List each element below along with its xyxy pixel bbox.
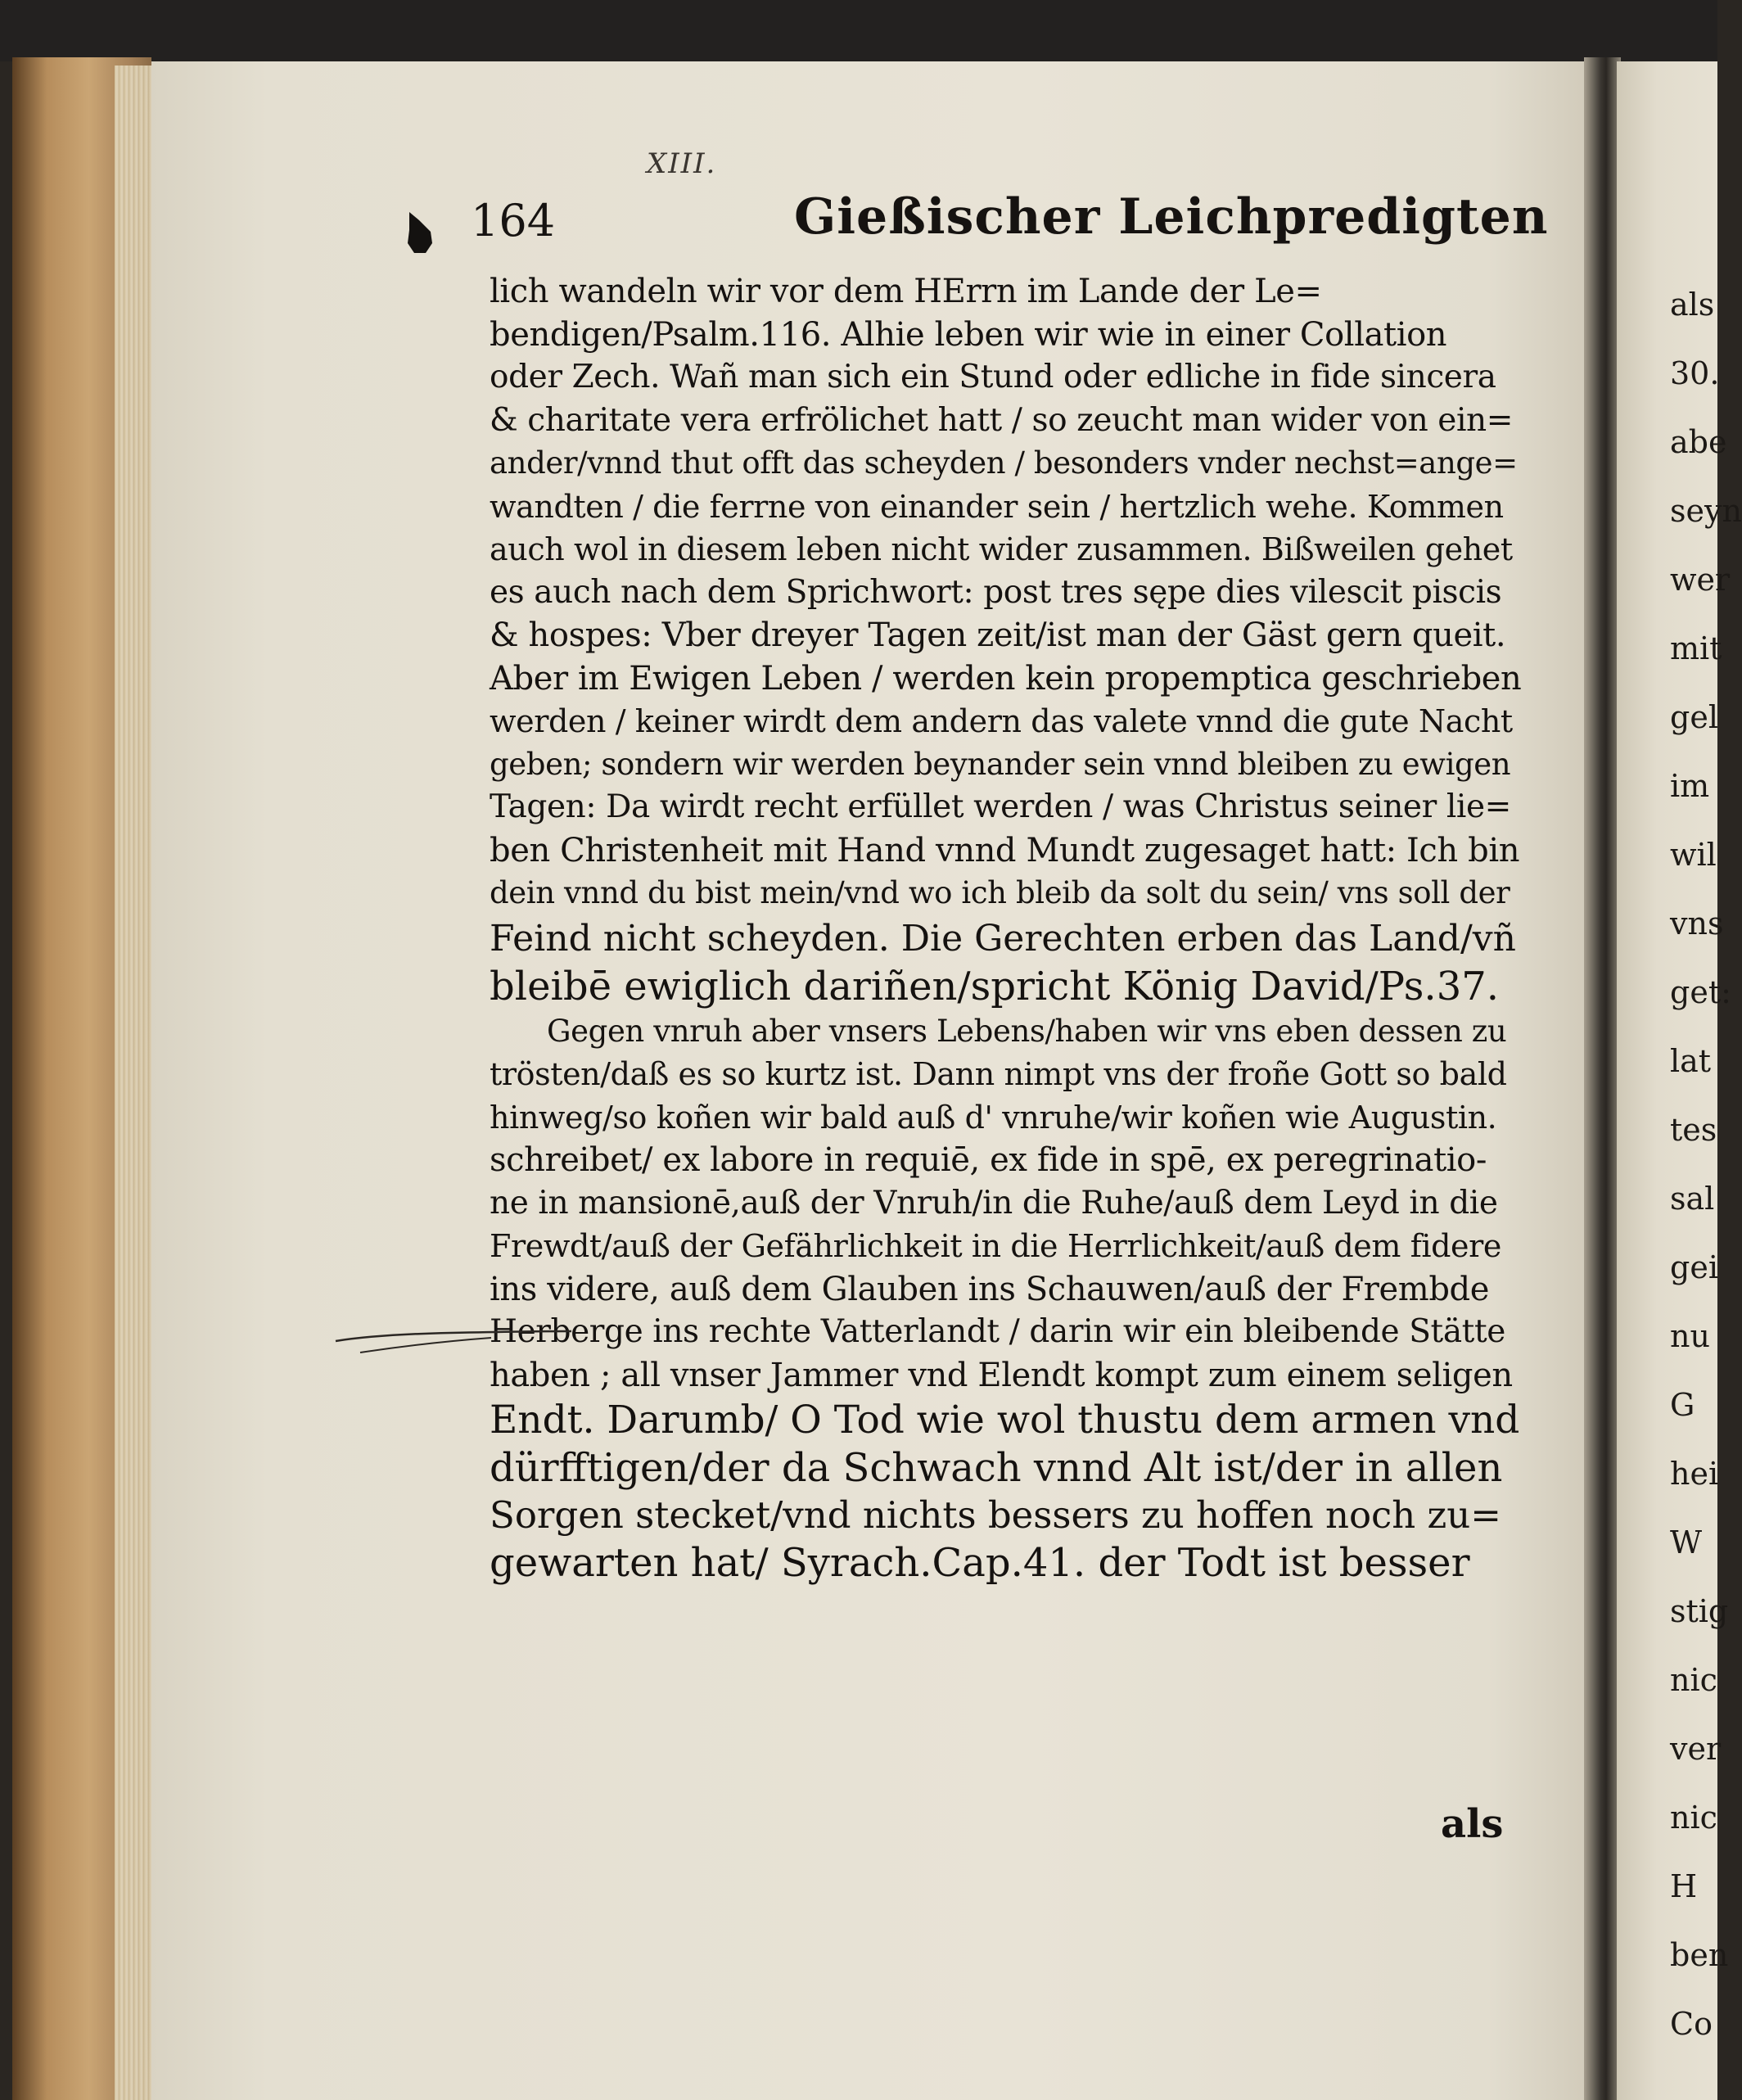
text-line: Tagen: Da wirdt recht erfüllet werden / was Christus seiner lie= [490,788,1511,825]
text-line: es auch nach dem Sprichwort: post tres sępe dies vilescit piscis [490,573,1502,611]
page-header [471,188,1549,254]
text-line: ander/vnnd thut offt das scheyden / besonders vnder nechst=ange= [490,445,1518,481]
text-line: Herberge ins rechte Vatterlandt / darin wir ein bleibende Stätte [490,1313,1505,1350]
text-line: Sorgen stecket/vnd nichts bessers zu hoffen noch zu= [490,1493,1501,1537]
text-line: dürfftigen/der da Schwach vnnd Alt ist/der in allen [490,1445,1503,1491]
text-line: ins videre, auß dem Glauben ins Schauwen/auß der Frembde [490,1270,1489,1308]
facing-line-fragment: wer [1670,562,1731,598]
text-line: Endt. Darumb/ O Tod wie wol thustu dem armen vnd [490,1398,1520,1443]
facing-line-fragment: seyn [1670,493,1742,529]
facing-line-fragment: get: [1670,974,1731,1010]
catchword: als [1441,1801,1504,1847]
facing-line-fragment: nu [1670,1318,1710,1354]
body-text [490,270,1521,1587]
facing-line-fragment: stig [1670,1593,1729,1629]
manuscript-note: XIII. [647,147,717,180]
text-line: schreibet/ ex labore in requiē, ex fide in spē, ex peregrinatio- [490,1141,1487,1179]
text-line: oder Zech. Wañ man sich ein Stund oder edliche in fide sincera [490,359,1496,395]
text-line: Feind nicht scheyden. Die Gerechten erben das Land/vñ [490,917,1516,960]
text-line: bendigen/Psalm.116. Alhie leben wir wie in einer Collation [490,315,1447,354]
facing-line-fragment: gel [1670,699,1718,735]
text-line: bleibē ewiglich dariñen/spricht König David/Ps.37. [490,963,1500,1009]
facing-line-fragment: lat [1670,1043,1712,1079]
facing-line-fragment: als [1670,287,1715,323]
facing-line-fragment: abe [1670,424,1727,460]
facing-line-fragment: vns [1670,905,1724,942]
text-line: & hospes: Vber dreyer Tagen zeit/ist man der Gäst gern queit. [490,616,1506,654]
facing-line-fragment: im [1670,768,1710,804]
facing-page-text [1670,270,1742,2058]
page-number: 164 [471,195,556,246]
text-line: ne in mansionē,auß der Vnruh/in die Ruhe/auß dem Leyd in die [490,1184,1498,1222]
facing-line-fragment: nic [1670,1662,1717,1698]
page-edges [115,65,156,2100]
facing-line-fragment: gei [1670,1249,1718,1285]
facing-line-fragment: W [1670,1524,1703,1560]
ink-pen-stroke [327,1310,573,1359]
text-line: lich wandeln wir vor dem HErrn im Lande der Le= [490,273,1322,310]
printer-fleuron-icon [403,209,437,258]
facing-line-fragment: hei [1670,1456,1719,1492]
facing-line-fragment: 30. [1670,355,1720,391]
text-line: gewarten hat/ Syrach.Cap.41. der Todt ist besser [490,1540,1470,1586]
facing-line-fragment: wil [1670,837,1717,873]
facing-line-fragment: G [1670,1387,1695,1423]
text-line: wandten / die ferrne von einander sein / hertzlich wehe. Kommen [490,488,1504,525]
text-line: auch wol in diesem leben nicht wider zusammen. Bißweilen gehet [490,531,1513,567]
text-line: hinweg/so koñen wir bald auß d' vnruhe/wir koñen wie Augustin. [490,1099,1497,1136]
book-gutter [1584,57,1621,2100]
text-line: ben Christenheit mit Hand vnnd Mundt zugesaget hatt: Ich bin [490,831,1520,869]
running-head: Gießischer Leichpredigten [794,188,1549,246]
facing-line-fragment: mit [1670,630,1722,666]
text-line: Aber im Ewigen Leben / werden kein propemptica geschrieben [490,659,1522,698]
text-line: haben ; all vnser Jammer vnd Elendt kompt zum einem seligen [490,1356,1513,1394]
facing-line-fragment: nic [1670,1800,1717,1836]
text-line: & charitate vera erfrölichet hatt / so zeucht man wider von ein= [490,401,1514,439]
text-line: Gegen vnruh aber vnsers Lebens/haben wir vns eben dessen zu [547,1013,1507,1049]
text-line: trösten/daß es so kurtz ist. Dann nimpt vns der froñe Gott so bald [490,1056,1507,1092]
facing-line-fragment: ben [1670,1937,1729,1973]
facing-line-fragment: Co [1670,2006,1713,2042]
facing-line-fragment: sal [1670,1181,1715,1217]
scan-background-top [0,0,1717,61]
text-line: Frewdt/auß der Gefährlichkeit in die Herrlichkeit/auß dem fidere [490,1228,1501,1264]
facing-line-fragment: H [1670,1868,1698,1904]
facing-line-fragment: ver [1670,1731,1722,1767]
text-line: dein vnnd du bist mein/vnd wo ich bleib da solt du sein/ vns soll der [490,875,1510,910]
text-line: geben; sondern wir werden beynander sein vnnd bleiben zu ewigen [490,746,1511,782]
text-line: werden / keiner wirdt dem andern das valete vnnd die gute Nacht [490,703,1513,739]
facing-line-fragment: tes [1670,1112,1717,1148]
